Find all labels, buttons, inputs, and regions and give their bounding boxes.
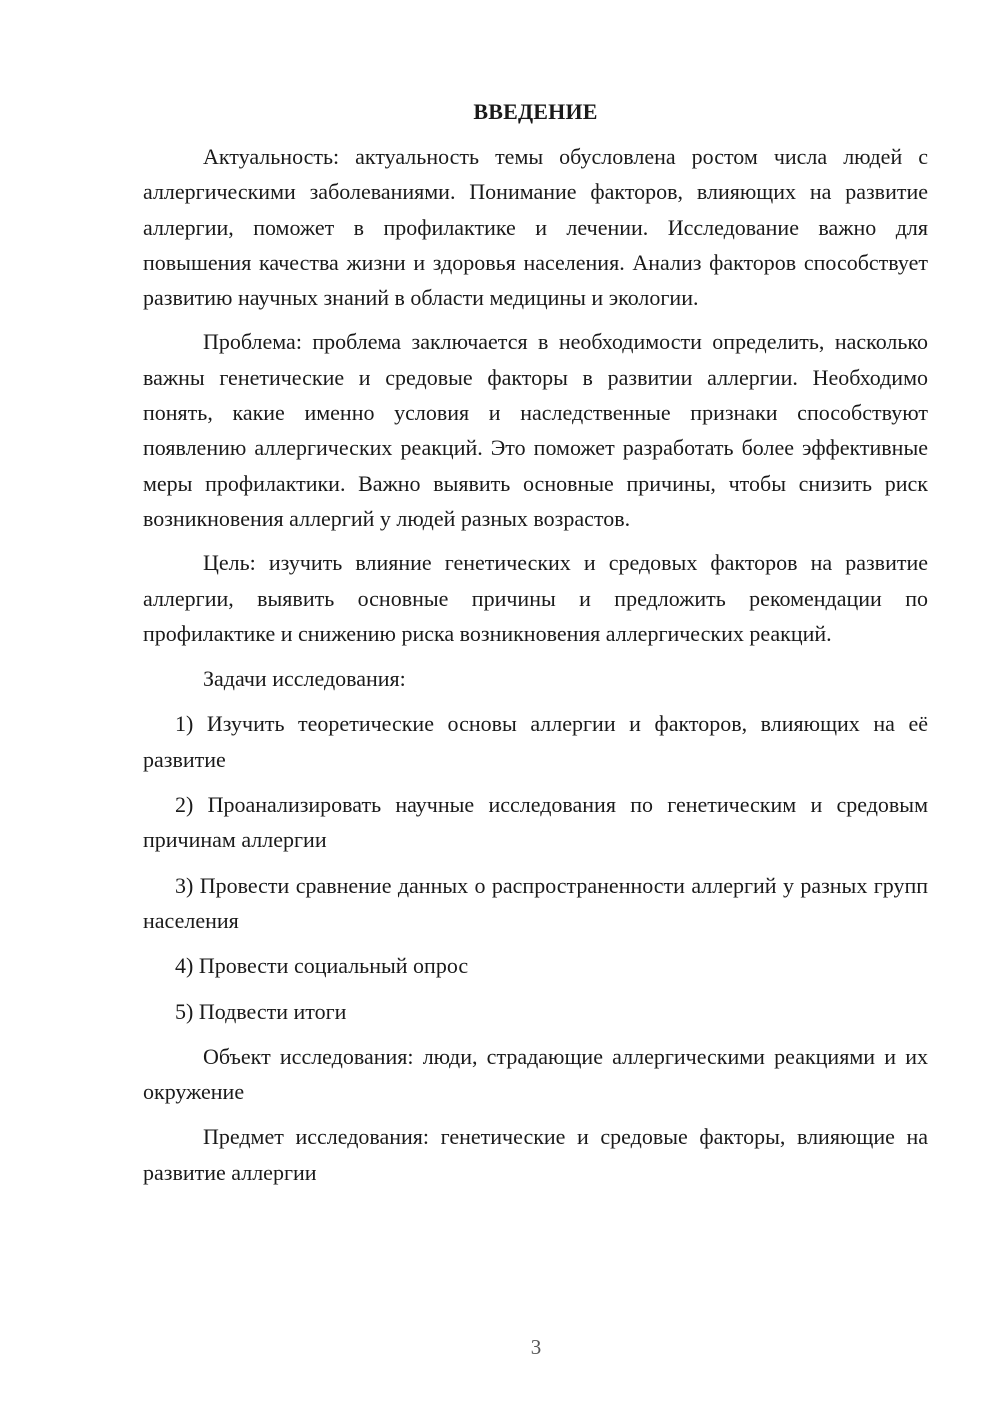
tasks-heading: Задачи исследования: <box>203 666 406 692</box>
page-number: 3 <box>530 1335 542 1359</box>
task-item-4: 4) Провести социальный опрос <box>175 953 469 979</box>
paragraph-subject: Предмет исследования: генетические и средовые факторы, влияющие на развитие аллергии <box>143 1124 928 1185</box>
paragraph-object: Объект исследования: люди, страдающие аллергическими реакциями и их окружение <box>143 1043 928 1105</box>
task-item-2: 2) Проанализировать научные исследования по генетическим и средовым причинам аллергии <box>143 792 928 853</box>
paragraph-relevance: Актуальность: актуальность темы обусловлена ростом числа людей с аллергическими заболеваниями. Понимание факторов, влияющих на развитие аллергии, поможет в профилактике и лечении. Исследование важно для повышения качества жизни и здоровья населения. Анализ факторов способствует развитию научных знаний в области медицины и экологии. <box>143 144 928 311</box>
task-item-3: 3) Провести сравнение данных о распространенности аллергий у разных групп населения <box>143 872 928 933</box>
task-item-1: 1) Изучить теоретические основы аллергии и факторов, влияющих на её развитие <box>143 711 928 772</box>
task-item-5: 5) Подвести итоги <box>175 998 347 1024</box>
paragraph-goal: Цель: изучить влияние генетических и средовых факторов на развитие аллергии, выявить основные причины и предложить рекомендации по профилактике и снижению риска возникновения аллергических реакций. <box>143 550 928 646</box>
page-content <box>143 94 928 1190</box>
paragraph-problem: Проблема: проблема заключается в необходимости определить, насколько важны генетические и средовые факторы в развитии аллергии. Необходимо понять, какие именно условия и наследственные признаки способствуют появлению аллергических реакций. Это поможет разработать более эффективные меры профилактики. Важно выявить основные причины, чтобы снизить риск возникновения аллергий у людей разных возрастов. <box>143 329 928 531</box>
section-title: ВВЕДЕНИЕ <box>473 99 598 124</box>
